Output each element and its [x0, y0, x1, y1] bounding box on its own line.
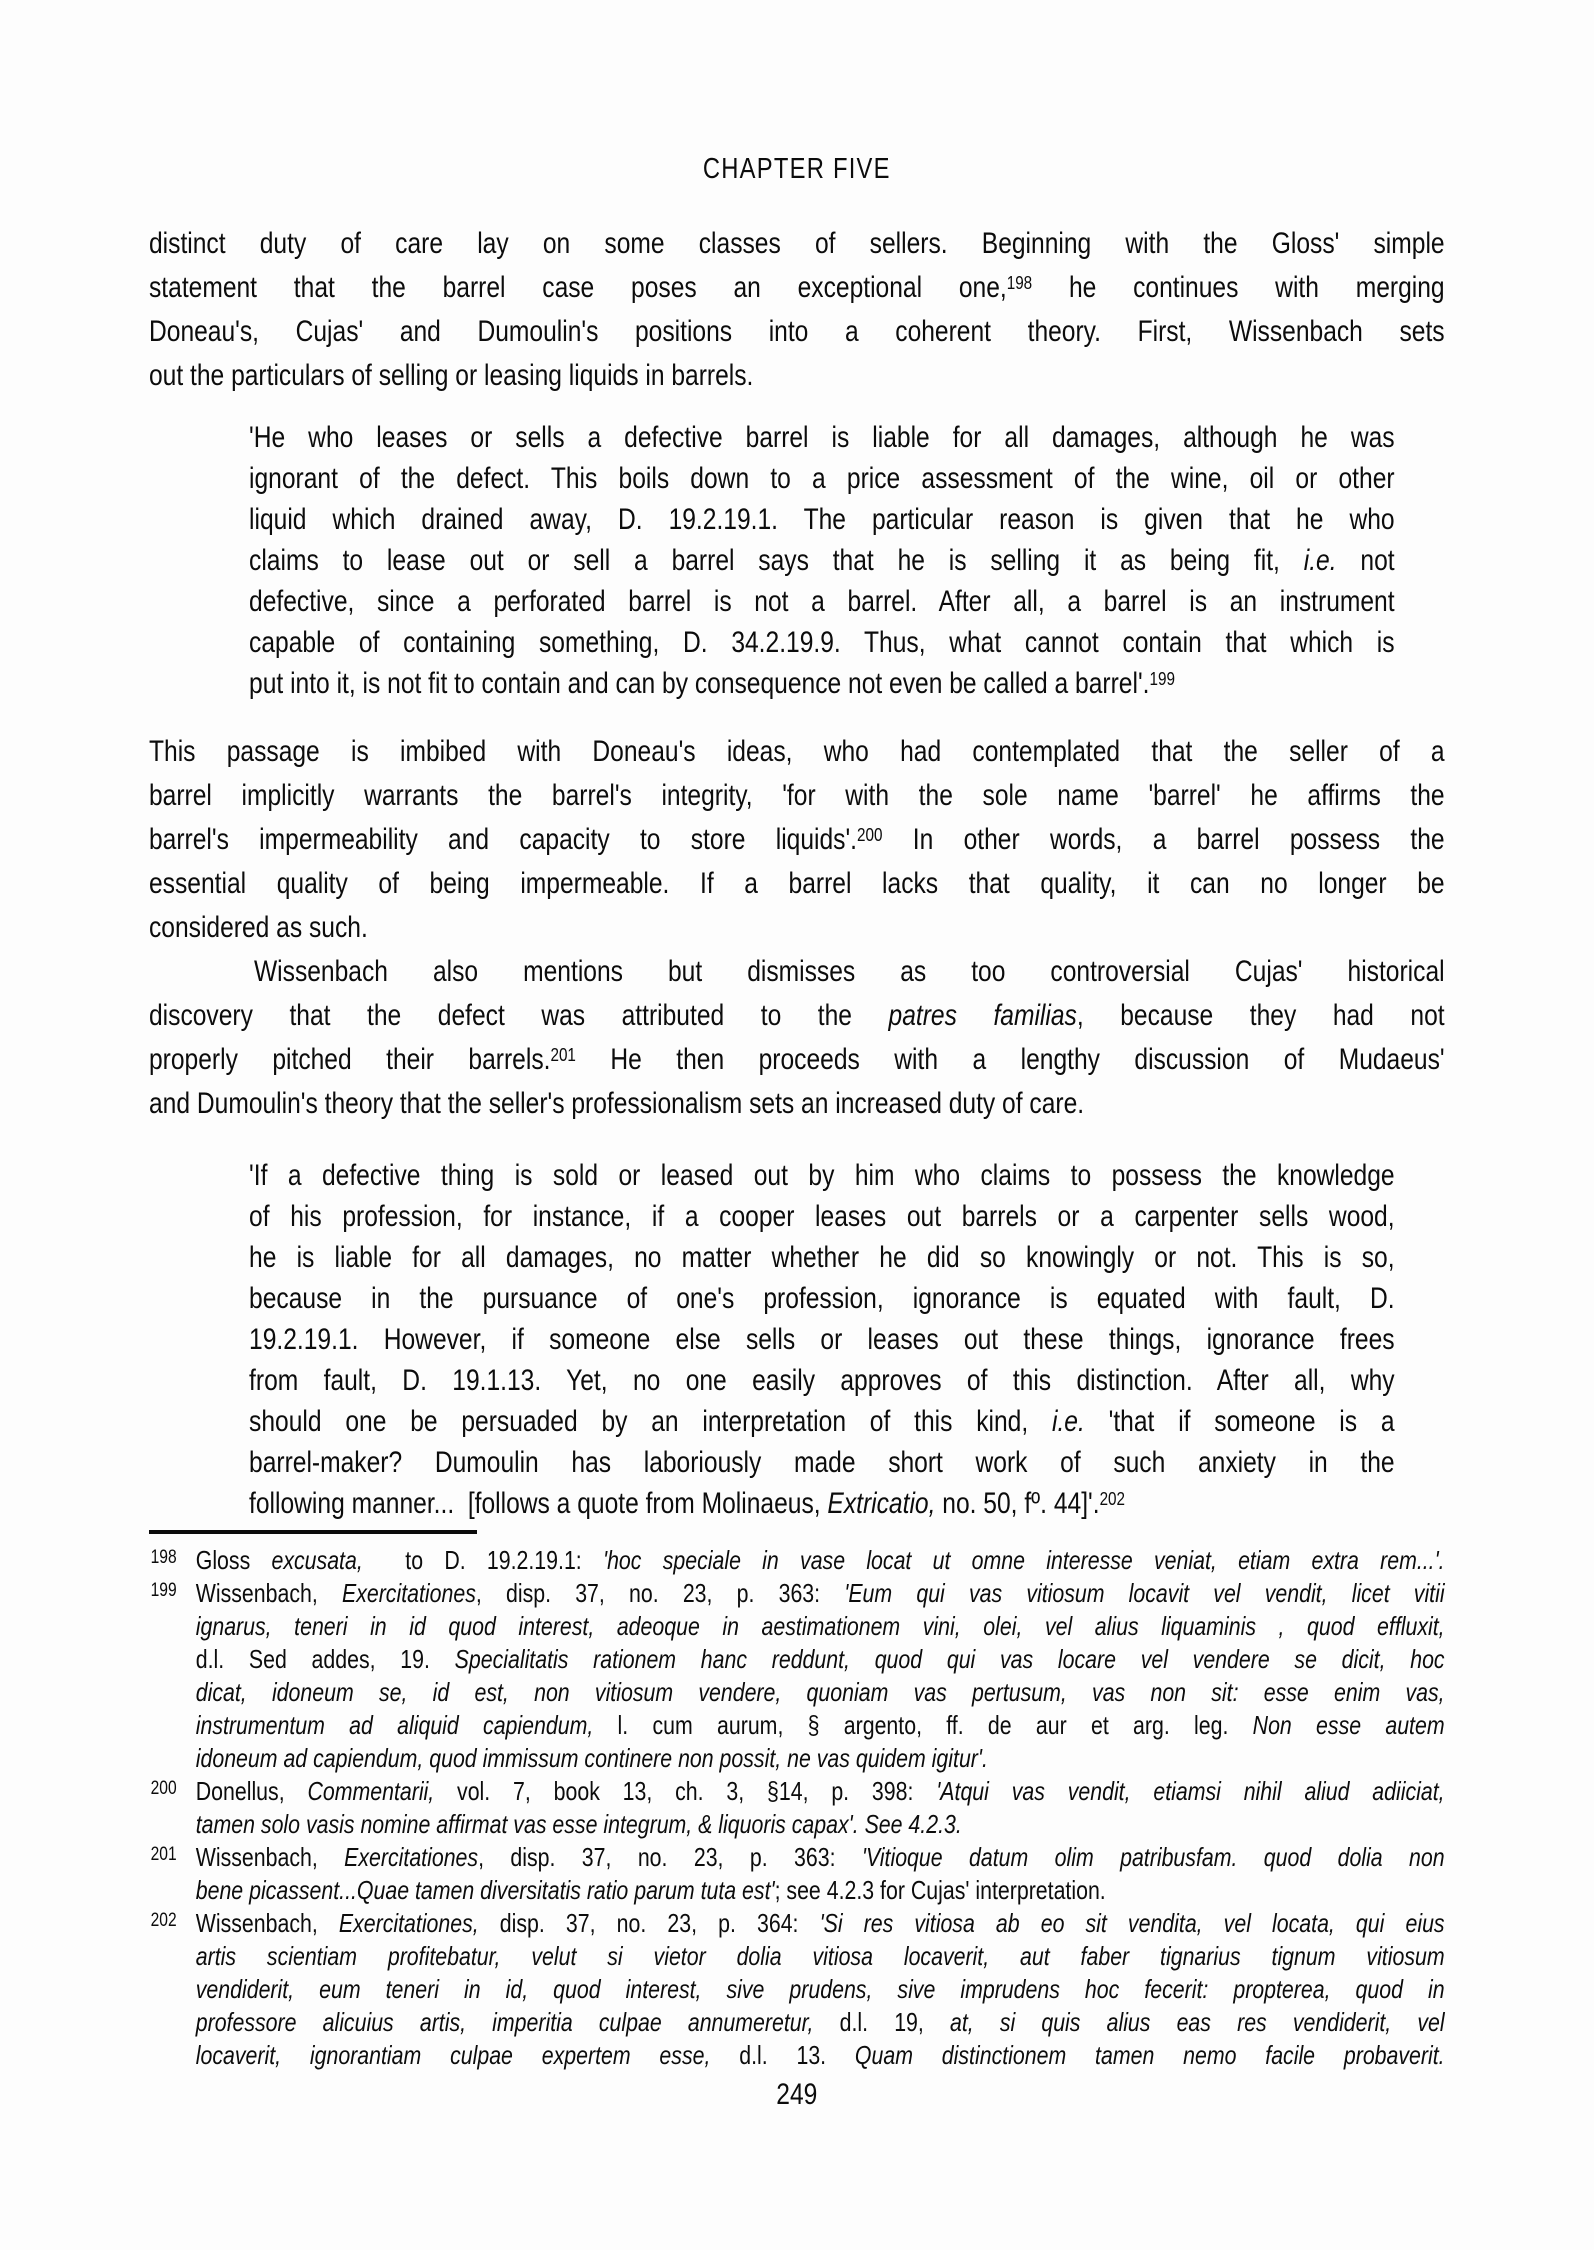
text-line: statement that the barrel case poses an exceptional one,$^{198}$ he continues with merging: [149, 271, 1445, 304]
text-line: capable of containing something, D. 34.2.19.9. Thus, what cannot contain that which is: [249, 626, 1395, 659]
text-line: tamen solo vasis nomine affirmat vas esse integrum, & liquoris capax'. See 4.2.3.: [195, 1809, 962, 1839]
block-quote: [249, 1155, 1395, 1524]
text-line: because in the pursuance of one's profession, ignorance is equated with fault, D.: [249, 1282, 1395, 1315]
text-line: claims to lease out or sell a barrel says that he is selling it as being fit, i.e. not: [249, 544, 1395, 577]
page-number: 249: [776, 2078, 818, 2111]
footnote-marker: 199: [150, 1580, 177, 1601]
footnote-marker: 198: [150, 1547, 177, 1568]
text-line: 'If a defective thing is sold or leased out by him who claims to possess the knowledge: [249, 1159, 1395, 1192]
footnotes-section: [149, 1544, 1445, 2072]
text-line: locaverit, ignorantiam culpae expertem esse, d.l. 13. Quam distinctionem tamen nemo facile probaverit.: [195, 2040, 1445, 2070]
footnote-text: [196, 1544, 1445, 1577]
footnote-198: [149, 1544, 1445, 1577]
footnote-199: [149, 1577, 1445, 1775]
footnote-201: [149, 1841, 1445, 1907]
paragraph: [149, 730, 1445, 950]
text-line: ignorant of the defect. This boils down to a price assessment of the wine, oil or other: [249, 462, 1395, 495]
footnote-200: [149, 1775, 1445, 1841]
text-line: Gloss excusata, to D. 19.2.19.1: 'hoc speciale in vase locat ut omne interesse veniat, etiam extra rem...'.: [195, 1545, 1445, 1575]
text-line: of his profession, for instance, if a cooper leases out barrels or a carpenter sells wood,: [249, 1200, 1395, 1233]
footnote-ref: 202: [1099, 1487, 1126, 1509]
text-line: artis scientiam profitebatur, velut si vietor dolia vitiosa locaverit, aut faber tignarius tignum vitiosum: [195, 1941, 1445, 1971]
footnote-separator: [149, 1530, 477, 1534]
block-quote: [249, 417, 1395, 704]
text-line: Doneau's, Cujas' and Dumoulin's positions into a coherent theory. First, Wissenbach sets: [149, 315, 1445, 348]
text-line: dicat, idoneum se, id est, non vitiosum vendere, quoniam vas pertusum, vas non sit: esse enim vas,: [195, 1677, 1445, 1707]
footnote-ref: 199: [1149, 667, 1175, 689]
text-line: d.l. Sed addes, 19. Specialitatis rationem hanc reddunt, quod qui vas locare vel vendere se dicit, hoc: [195, 1644, 1445, 1674]
text-line: properly pitched their barrels.$^{201}$ He then proceeds with a lengthy discussion of Mudaeus': [149, 1043, 1445, 1076]
text-line: essential quality of being impermeable. If a barrel lacks that quality, it can no longer be: [149, 867, 1445, 900]
footnote-marker: 201: [150, 1844, 177, 1865]
text-line: Wissenbach, Exercitationes, disp. 37, no. 23, p. 363: 'Eum qui vas vitiosum locavit vel vendit, licet vitii: [195, 1578, 1445, 1608]
chapter-heading: CHAPTER FIVE: [702, 153, 891, 185]
text-line: out the particulars of selling or leasing liquids in barrels.: [149, 359, 754, 392]
text-line: from fault, D. 19.1.13. Yet, no one easily approves of this distinction. After all, why: [249, 1364, 1395, 1397]
text-line: barrel implicitly warrants the barrel's integrity, 'for with the sole name 'barrel' he affirms the: [149, 779, 1445, 812]
footnote-marker: 200: [150, 1778, 177, 1799]
text-line: he is liable for all damages, no matter whether he did so knowingly or not. This is so,: [249, 1241, 1395, 1274]
footnote-text: [196, 1775, 1445, 1841]
footnote-202: [149, 1907, 1445, 2072]
text-line: 'He who leases or sells a defective barrel is liable for all damages, although he was: [249, 421, 1395, 454]
text-line: Wissenbach, Exercitationes, disp. 37, no. 23, p. 364: 'Si res vitiosa ab eo sit vendita, vel locata, qui eius: [195, 1908, 1445, 1938]
text-line: This passage is imbibed with Doneau's ideas, who had contemplated that the seller of a: [149, 735, 1445, 768]
footnote-text: [196, 1841, 1445, 1907]
footnote-marker: 202: [150, 1910, 177, 1931]
footnote-ref: 200: [857, 823, 883, 845]
text-line: Donellus, Commentarii, vol. 7, book 13, ch. 3, §14, p. 398: 'Atqui vas vendit, etiamsi nihil aliud adiiciat,: [195, 1776, 1445, 1806]
page-content: [149, 0, 1445, 2112]
body-text: [149, 222, 1445, 1524]
text-line: discovery that the defect was attributed to the patres familias, because they had not: [149, 999, 1445, 1032]
text-line: liquid which drained away, D. 19.2.19.1. The particular reason is given that he who: [249, 503, 1395, 536]
text-line: distinct duty of care lay on some classes of sellers. Beginning with the Gloss' simple: [149, 227, 1445, 260]
text-line: defective, since a perforated barrel is not a barrel. After all, a barrel is an instrument: [249, 585, 1395, 618]
text-line: should one be persuaded by an interpretation of this kind, i.e. 'that if someone is a: [249, 1405, 1395, 1438]
text-line: barrel's impermeability and capacity to store liquids'.$^{200}$ In other words, a barrel possess the: [149, 823, 1445, 856]
footnote-text: [196, 1577, 1445, 1775]
text-line: Wissenbach also mentions but dismisses as too controversial Cujas' historical: [253, 955, 1445, 988]
text-line: and Dumoulin's theory that the seller's professionalism sets an increased duty of care.: [149, 1087, 1085, 1120]
paragraph: [149, 950, 1445, 1126]
text-line: ignarus, teneri in id quod interest, adeoque in aestimationem vini, olei, vel alius liquaminis , quod effluxit,: [195, 1611, 1445, 1641]
text-line: considered as such.: [149, 911, 368, 944]
text-line: barrel-maker? Dumoulin has laboriously made short work of such anxiety in the: [249, 1446, 1395, 1479]
text-line: following manner... [follows a quote from Molinaeus, Extricatio, no. 50, fº. 44]'.$^{202}$: [249, 1487, 1126, 1520]
text-line: put into it, is not fit to contain and can by consequence not even be called a barrel'.$^{199}$: [249, 667, 1175, 700]
footnote-text: [196, 1907, 1445, 2072]
text-line: instrumentum ad aliquid capiendum, l. cum aurum, § argento, ff. de aur et arg. leg. Non esse autem: [195, 1710, 1445, 1740]
text-line: vendiderit, eum teneri in id, quod interest, sive prudens, sive imprudens hoc fecerit: propterea, quod in: [195, 1974, 1445, 2004]
text-line: Wissenbach, Exercitationes, disp. 37, no. 23, p. 363: 'Vitioque datum olim patribusfam. quod dolia non: [195, 1842, 1445, 1872]
footnote-ref: 201: [550, 1043, 576, 1065]
text-line: bene picassent...Quae tamen diversitatis ratio parum tuta est'; see 4.2.3 for Cujas' interpretation.: [195, 1875, 1106, 1905]
text-line: 19.2.19.1. However, if someone else sells or leases out these things, ignorance frees: [249, 1323, 1395, 1356]
footnote-ref: 198: [1006, 271, 1033, 293]
text-line: professore alicuius artis, imperitia culpae annumeretur, d.l. 19, at, si quis alius eas res vendiderit, vel: [195, 2007, 1445, 2037]
text-line: idoneum ad capiendum, quod immissum continere non possit, ne vas quidem igitur'.: [195, 1743, 988, 1773]
paragraph: [149, 222, 1445, 398]
